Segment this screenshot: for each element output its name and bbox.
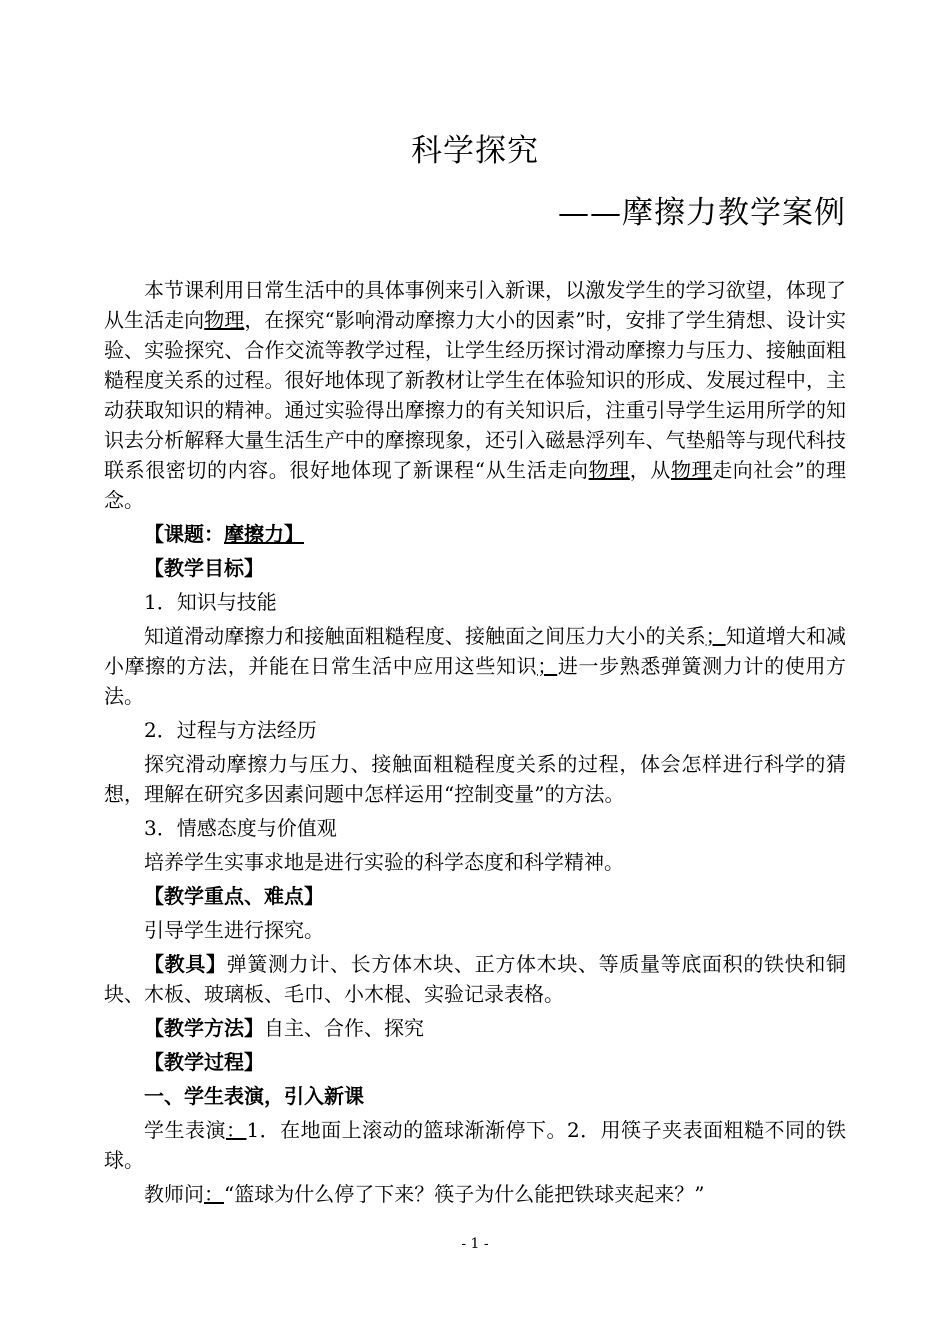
physics-link[interactable]: 物理: [588, 458, 630, 482]
physics-link[interactable]: 物理: [671, 458, 713, 482]
goal3-heading: 3．情感态度与价值观: [144, 816, 337, 840]
teacher-question: 教师问：“篮球为什么停了下来？筷子为什么能把铁球夹起来？”: [144, 1182, 705, 1206]
goal2-heading: 2．过程与方法经历: [144, 718, 317, 742]
document-title: 科学探究: [411, 133, 539, 169]
topic-heading: 【课题：摩擦力】: [144, 522, 304, 546]
section-heading: 一、学生表演，引入新课: [144, 1084, 364, 1108]
process-heading: 【教学过程】: [144, 1050, 264, 1074]
intro-text: 本节课利用日常生活中的具体事例来引入新课，以激发学生的学习欲望，体现了从生活走向: [104, 278, 846, 332]
goal1-text: 知道滑动摩擦力和接触面粗糙程度、接触面之间压力大小的关系；知道增大和减小摩擦的方法，并能在日常生活中应用这些知识；进一步熟悉弹簧测力计的使用方法。: [104, 624, 847, 708]
document-body: [104, 275, 846, 1209]
goal1-heading: 1．知识与技能: [144, 590, 277, 614]
goal2-text: 探究滑动摩擦力与压力、接触面粗糙程度关系的过程，体会怎样进行科学的猜想，理解在研究多因素问题中怎样运用“控制变量”的方法。: [104, 752, 846, 806]
intro-text: ，从: [629, 458, 671, 482]
teaching-tools: 【教具】弹簧测力计、长方体木块、正方体木块、等质量等底面积的铁快和铜块、木板、玻璃板、毛巾、小木棍、实验记录表格。: [104, 952, 847, 1006]
key-points-heading: 【教学重点、难点】: [144, 884, 324, 908]
intro-text: ，在探究“影响滑动摩擦力大小的因素”时，安排了学生猜想、设计实验、实验探究、合作交流等教学过程，让学生经历探讨滑动摩擦力与压力、接触面粗糙程度关系的过程。很好地体现了新教材让学生在体验知识的形成、发展过程中，主动获取知识的精神。通过实验得出摩擦力的有关知识后，注重引导学生运用所学的知识去分析解释大量生活生产中的摩擦现象，还引入磁悬浮列车、气垫船等与现代科技联系很密切的内容。很好地体现了新课程“从生活走向: [104, 308, 847, 482]
page-number: - 1 -: [461, 1236, 489, 1252]
teaching-method: 【教学方法】自主、合作、探究: [144, 1016, 424, 1040]
intro-text: 走向社会”的理念。: [104, 458, 847, 512]
key-points-text: 引导学生进行探究。: [144, 918, 324, 942]
document-subtitle: ——摩擦力教学案例: [558, 195, 846, 231]
student-performance: 学生表演：1．在地面上滚动的篮球渐渐停下。2．用筷子夹表面粗糙不同的铁球。: [104, 1118, 847, 1172]
goals-heading: 【教学目标】: [144, 556, 264, 580]
intro-paragraph: [104, 275, 846, 515]
physics-link[interactable]: 物理: [204, 308, 245, 332]
goal3-text: 培养学生实事求地是进行实验的科学态度和科学精神。: [144, 850, 624, 874]
